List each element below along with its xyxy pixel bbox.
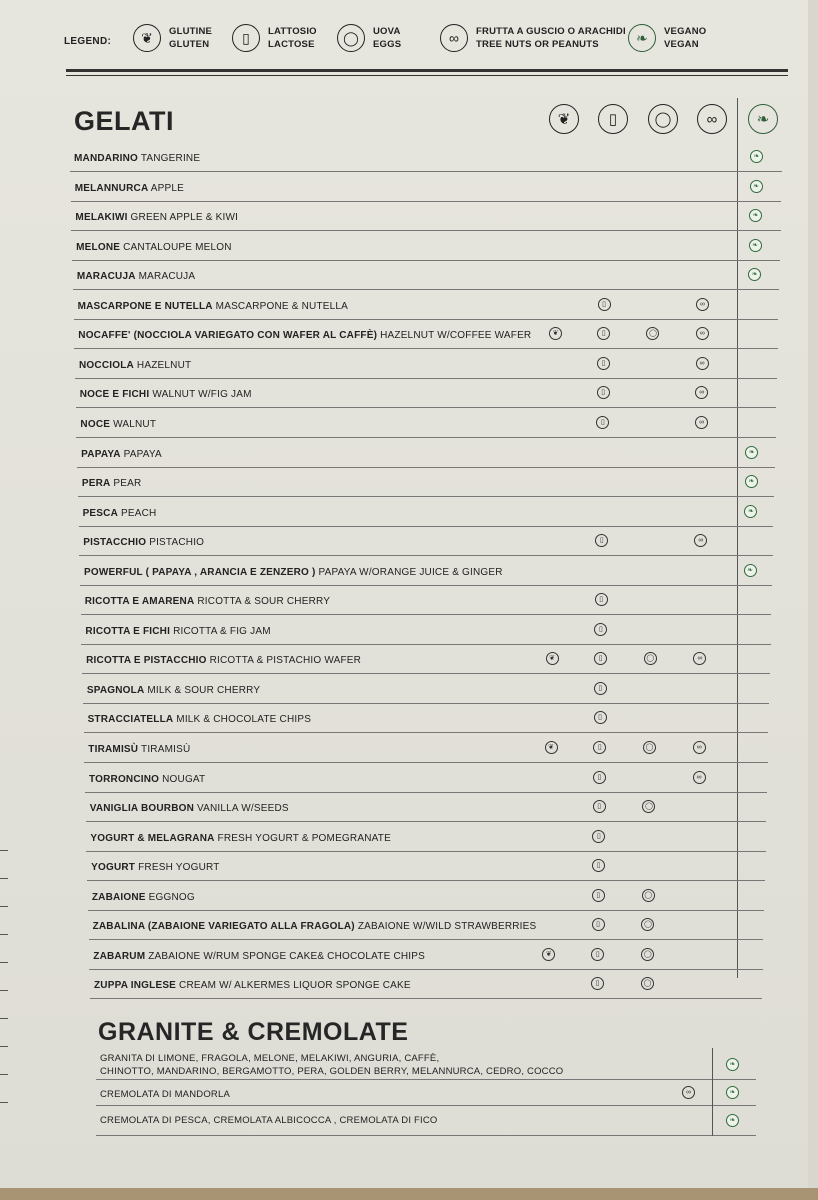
flavor-name-it: MARACUJA	[76, 271, 136, 283]
eggs-mark-icon: ◯	[646, 327, 659, 340]
table-row	[96, 1080, 756, 1106]
table-row	[72, 231, 780, 261]
table-row	[79, 497, 774, 527]
flavor-name-en: GREEN APPLE & KIWI	[127, 212, 239, 224]
flavor-name-en: RICOTTA & FIG JAM	[170, 625, 271, 637]
flavor-name-it: ZUPPA INGLESE	[94, 980, 177, 992]
flavor-name-en: PAPAYA W/ORANGE JUICE & GINGER	[315, 566, 503, 578]
table-row	[83, 674, 769, 704]
lactose-mark-icon: ▯	[596, 416, 609, 429]
flavor-name-it: POWERFUL ( PAPAYA , ARANCIA E ZENZERO )	[84, 566, 316, 578]
flavor-name	[74, 153, 200, 164]
flavor-name-en: ZABAIONE W/RUM SPONGE CAKE& CHOCOLATE CHIPS	[145, 950, 426, 962]
flavor-name	[80, 419, 156, 430]
legend-text-it: GLUTINE	[169, 26, 213, 37]
table-row	[76, 408, 775, 438]
vegan-mark-icon: ❧	[748, 268, 761, 281]
eggs-mark-icon: ◯	[641, 977, 654, 990]
flavor-name-en: MILK & CHOCOLATE CHIPS	[173, 714, 312, 726]
lactose-mark-icon: ▯	[598, 298, 611, 311]
flavor-name	[86, 655, 361, 666]
table-row	[96, 1050, 756, 1080]
header-vegan-leaf-icon: ❧	[748, 104, 778, 134]
header-rule-thin	[66, 75, 788, 76]
milk-bottle-icon: ▯	[232, 24, 260, 52]
table-row	[73, 260, 779, 290]
gluten-mark-icon: ❦	[542, 948, 555, 961]
table-row	[89, 940, 762, 970]
flavor-name-en: MILK & SOUR CHERRY	[144, 684, 261, 696]
legend-item-vegan	[628, 24, 706, 52]
edge-marks	[0, 850, 10, 1150]
gluten-mark-icon: ❦	[546, 652, 559, 665]
flavor-name	[79, 360, 191, 371]
flavor-name	[83, 508, 157, 519]
vegan-mark-icon: ❧	[749, 239, 762, 252]
legend-item-eggs	[337, 24, 401, 52]
granite-title: GRANITE & CREMOLATE	[98, 1018, 409, 1046]
flavor-name-en: CREAM W/ ALKERMES LIQUOR SPONGE CAKE	[176, 980, 411, 992]
legend-text-it: VEGANO	[664, 26, 707, 37]
legend-text-en: GLUTEN	[169, 39, 210, 50]
flavor-name	[87, 685, 260, 696]
table-row	[74, 290, 779, 320]
table-row	[82, 644, 770, 674]
flavor-name	[88, 714, 312, 725]
eggs-mark-icon: ◯	[644, 652, 657, 665]
flavor-name-en: RICOTTA & SOUR CHERRY	[194, 596, 331, 608]
granita-line-1: CREMOLATA DI PESCA, CREMOLATA ALBICOCCA , CREMOLATA DI FICO	[100, 1115, 438, 1126]
flavor-name-it: MELAKIWI	[75, 212, 128, 224]
vegan-mark-icon: ❧	[744, 564, 757, 577]
legend-item-lactose	[232, 24, 317, 52]
flavor-name	[75, 212, 238, 223]
granite-vegan-divider	[712, 1048, 713, 1136]
flavor-name-en: EGGNOG	[145, 891, 195, 903]
granita-line-2: CHINOTTO, MANDARINO, BERGAMOTTO, PERA, GOLDEN BERRY, MELANNURCA, CEDRO, COCCO	[100, 1066, 564, 1077]
wheat-icon: ❦	[133, 24, 161, 52]
lactose-mark-icon: ▯	[597, 386, 610, 399]
flavor-name-it: NOCAFFE' (NOCCIOLA VARIEGATO CON WAFER AL CAFFÈ)	[78, 330, 378, 342]
peanut-icon: ∞	[440, 24, 468, 52]
lactose-mark-icon: ▯	[591, 977, 604, 990]
flavor-name-it: PERA	[81, 478, 111, 490]
flavor-name	[81, 449, 162, 460]
nuts-mark-icon: ∞	[695, 386, 708, 399]
table-row	[70, 142, 782, 172]
flavor-name-en: PISTACHIO	[146, 537, 205, 549]
lactose-mark-icon: ▯	[592, 889, 605, 902]
flavor-name-it: ZABALINA (ZABAIONE VARIEGATO ALLA FRAGOLA)	[92, 921, 355, 933]
flavor-name-en: TANGERINE	[138, 153, 201, 164]
flavor-name-en: HAZELNUT	[133, 359, 192, 371]
lactose-mark-icon: ▯	[593, 800, 606, 813]
flavor-name-it: RICOTTA E PISTACCHIO	[86, 655, 207, 667]
eggs-mark-icon: ◯	[643, 741, 656, 754]
flavor-name-it: STRACCIATELLA	[87, 714, 174, 726]
flavor-name-en: ZABAIONE W/WILD STRAWBERRIES	[354, 921, 537, 933]
flavor-name-it: RICOTTA E AMARENA	[84, 596, 195, 608]
table-row	[86, 792, 767, 822]
gluten-mark-icon: ❦	[549, 327, 562, 340]
lactose-mark-icon: ▯	[597, 357, 610, 370]
flavor-name-it: YOGURT & MELAGRANA	[90, 832, 215, 844]
lactose-mark-icon: ▯	[594, 711, 607, 724]
table-row	[96, 1106, 756, 1136]
table-row	[75, 349, 777, 379]
flavor-name	[85, 626, 270, 637]
table-row	[85, 763, 767, 793]
eggs-mark-icon: ◯	[642, 889, 655, 902]
table-row	[77, 438, 775, 468]
table-row	[71, 172, 782, 202]
lactose-mark-icon: ▯	[592, 918, 605, 931]
table-row	[80, 556, 772, 586]
egg-icon: ◯	[337, 24, 365, 52]
flavor-name-en: MARACUJA	[135, 271, 196, 283]
flavor-name-it: MELONE	[76, 241, 121, 253]
flavor-name-it: NOCE	[80, 418, 111, 430]
table-row	[81, 585, 772, 615]
flavor-name	[92, 892, 195, 903]
flavor-name-en: PAPAYA	[120, 448, 162, 460]
vegan-mark-icon: ❧	[750, 150, 763, 163]
flavor-name	[88, 744, 190, 755]
nuts-mark-icon: ∞	[693, 652, 706, 665]
granita-name	[100, 1088, 230, 1101]
flavor-name-it: RICOTTA E FICHI	[85, 625, 171, 637]
granita-name	[100, 1114, 438, 1127]
legend-text-it: LATTOSIO	[268, 26, 317, 37]
vegan-mark-icon: ❧	[726, 1114, 739, 1127]
flavor-name	[93, 951, 425, 962]
flavor-name-en: HAZELNUT W/COFFEE WAFER	[377, 330, 532, 342]
vegan-mark-icon: ❧	[750, 180, 763, 193]
table-row	[76, 378, 777, 408]
legend-text-en: EGGS	[373, 39, 402, 50]
flavor-name	[84, 567, 503, 578]
table-row	[88, 881, 764, 911]
flavor-name-it: TIRAMISÙ	[88, 744, 139, 755]
lactose-mark-icon: ▯	[593, 741, 606, 754]
nuts-mark-icon: ∞	[682, 1086, 695, 1099]
flavor-name-en: APPLE	[148, 182, 185, 194]
vegan-mark-icon: ❧	[726, 1086, 739, 1099]
flavor-name-en: WALNUT W/FIG JAM	[149, 389, 252, 401]
lactose-mark-icon: ▯	[594, 682, 607, 695]
table-row	[78, 467, 774, 497]
flavor-name-en: NOUGAT	[159, 773, 206, 785]
flavor-name	[75, 183, 184, 194]
gluten-mark-icon: ❦	[545, 741, 558, 754]
nuts-mark-icon: ∞	[696, 357, 709, 370]
flavor-name	[77, 271, 195, 282]
legend-item-tree-nuts-or-peanuts	[440, 24, 626, 52]
table-row	[84, 733, 767, 763]
flavor-name-it: NOCCIOLA	[79, 359, 134, 371]
flavor-name-it: PISTACCHIO	[83, 537, 147, 549]
eggs-mark-icon: ◯	[642, 800, 655, 813]
vegan-mark-icon: ❧	[726, 1058, 739, 1071]
flavor-name-en: PEAR	[110, 478, 142, 490]
table-row	[79, 526, 772, 556]
nuts-mark-icon: ∞	[693, 771, 706, 784]
table-row	[90, 969, 762, 999]
legend-item-gluten	[133, 24, 212, 52]
flavor-name	[90, 803, 289, 814]
vegan-mark-icon: ❧	[744, 505, 757, 518]
lactose-mark-icon: ▯	[597, 327, 610, 340]
flavor-name-en: TIRAMISÙ	[138, 744, 191, 755]
legend-text-en: VEGAN	[664, 39, 699, 50]
flavor-name-it: ZABARUM	[93, 950, 146, 962]
flavor-name-it: ZABAIONE	[91, 891, 146, 903]
lactose-mark-icon: ▯	[594, 652, 607, 665]
flavor-name	[78, 301, 348, 312]
vegan-mark-icon: ❧	[749, 209, 762, 222]
table-row	[86, 822, 765, 852]
header-peanut-icon: ∞	[697, 104, 727, 134]
nuts-mark-icon: ∞	[696, 327, 709, 340]
header-egg-icon: ◯	[648, 104, 678, 134]
lactose-mark-icon: ▯	[592, 830, 605, 843]
flavor-name-it: VANIGLIA BOURBON	[89, 803, 195, 815]
header-milk-bottle-icon: ▯	[598, 104, 628, 134]
nuts-mark-icon: ∞	[696, 298, 709, 311]
legend-text-it: FRUTTA A GUSCIO O ARACHIDI	[476, 26, 626, 37]
lactose-mark-icon: ▯	[593, 771, 606, 784]
flavor-name-en: MASCARPONE & NUTELLA	[212, 300, 349, 312]
header-wheat-icon: ❦	[549, 104, 579, 134]
vegan-mark-icon: ❧	[745, 446, 758, 459]
flavor-name-it: MANDARINO	[74, 153, 139, 164]
table-row	[89, 910, 764, 940]
lactose-mark-icon: ▯	[594, 623, 607, 636]
lactose-mark-icon: ▯	[595, 534, 608, 547]
flavor-name-en: FRESH YOGURT & POMEGRANATE	[214, 832, 391, 844]
flavor-name	[89, 774, 205, 785]
flavor-name-it: TORRONCINO	[89, 773, 160, 785]
flavor-name-it: YOGURT	[91, 862, 136, 874]
flavor-name-en: RICOTTA & PISTACHIO WAFER	[206, 655, 362, 667]
flavor-name	[76, 242, 232, 253]
legend-text-en: TREE NUTS OR PEANUTS	[476, 39, 599, 50]
granita-name	[100, 1052, 563, 1078]
gelati-title: GELATI	[74, 106, 174, 136]
flavor-name	[82, 478, 142, 489]
flavor-name	[83, 537, 204, 548]
flavor-name-it: SPAGNOLA	[86, 684, 145, 696]
nuts-mark-icon: ∞	[695, 416, 708, 429]
flavor-name-en: WALNUT	[110, 418, 157, 430]
granita-line-1: CREMOLATA DI MANDORLA	[100, 1089, 231, 1100]
legend-text-en: LACTOSE	[268, 39, 315, 50]
table-row	[84, 703, 769, 733]
table-row	[81, 615, 770, 645]
flavor-name	[85, 596, 330, 607]
legend	[0, 22, 808, 62]
flavor-name-it: MASCARPONE E NUTELLA	[77, 300, 213, 312]
flavor-name	[80, 389, 252, 400]
lactose-mark-icon: ▯	[592, 859, 605, 872]
flavor-name	[78, 330, 531, 341]
eggs-mark-icon: ◯	[641, 948, 654, 961]
flavor-name-it: PESCA	[82, 507, 119, 519]
nuts-mark-icon: ∞	[693, 741, 706, 754]
table-row	[71, 201, 780, 231]
header-rule	[66, 69, 788, 72]
table-row	[74, 319, 777, 349]
lactose-mark-icon: ▯	[595, 593, 608, 606]
vegan-leaf-icon: ❧	[628, 24, 656, 52]
lactose-mark-icon: ▯	[591, 948, 604, 961]
granita-line-1: GRANITA DI LIMONE, FRAGOLA, MELONE, MELAKIWI, ANGURIA, CAFFÈ,	[100, 1053, 440, 1064]
flavor-name	[91, 862, 219, 873]
flavor-name-it: PAPAYA	[81, 448, 121, 460]
table-row	[87, 851, 765, 881]
flavor-name	[90, 833, 391, 844]
flavor-name	[93, 921, 537, 932]
legend-label: LEGEND:	[64, 36, 112, 47]
flavor-name-en: VANILLA W/SEEDS	[194, 803, 289, 815]
flavor-name-en: CANTALOUPE MELON	[120, 241, 232, 253]
flavor-name	[94, 980, 411, 991]
legend-text-it: UOVA	[373, 26, 401, 37]
eggs-mark-icon: ◯	[641, 918, 654, 931]
vegan-mark-icon: ❧	[745, 475, 758, 488]
flavor-name-en: PEACH	[118, 507, 157, 519]
flavor-name-en: FRESH YOGURT	[135, 862, 220, 874]
nuts-mark-icon: ∞	[694, 534, 707, 547]
table-edge	[0, 1188, 818, 1200]
flavor-name-it: NOCE E FICHI	[79, 389, 150, 401]
flavor-name-it: MELANNURCA	[74, 182, 149, 194]
